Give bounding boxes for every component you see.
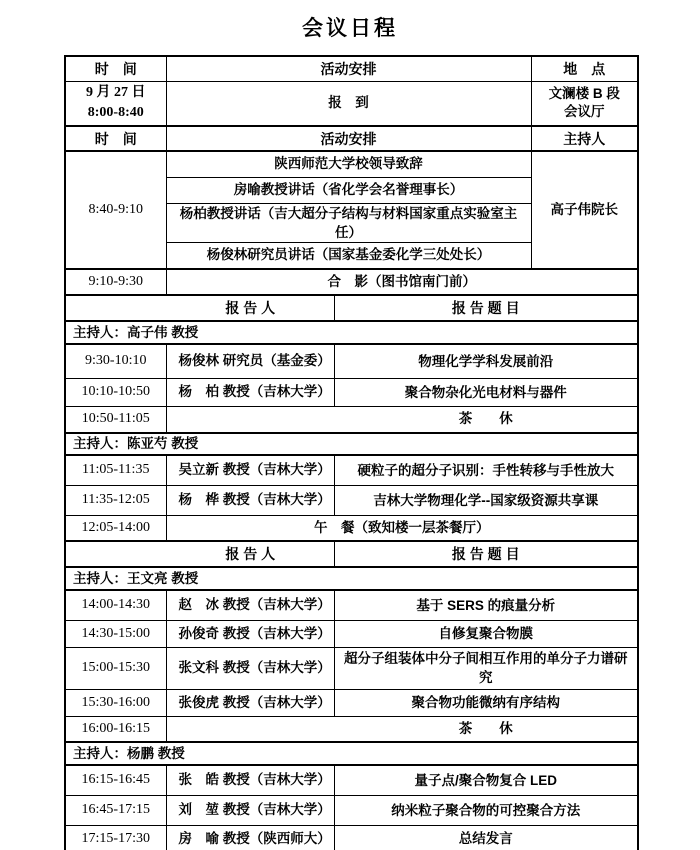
title-header-cell: 报 告 题 目	[334, 295, 638, 321]
speaker-header-cell: 报 告 人	[65, 541, 334, 567]
talk-title-cell: 量子点/聚合物复合 LED	[334, 765, 638, 795]
checkin-time-cell	[65, 81, 166, 126]
talk-row	[65, 620, 638, 647]
time-header-cell: 时 间	[65, 56, 166, 81]
talk-speaker-cell: 吴立新 教授（吉林大学）	[166, 455, 334, 485]
lunch-row	[65, 515, 638, 541]
talk-row	[65, 689, 638, 716]
tea-break-row	[65, 716, 638, 742]
talk-row	[65, 590, 638, 620]
talk-title-cell: 硬粒子的超分子识别：手性转移与手性放大	[334, 455, 638, 485]
opening-speech-cell: 房喻教授讲话（省化学会名誉理事长）	[166, 177, 531, 203]
talk-time-cell: 16:15-16:45	[65, 765, 166, 795]
talk-title-cell: 超分子组装体中分子间相互作用的单分子力谱研究	[334, 647, 638, 689]
break-label-cell: 午 餐（致知楼一层茶餐厅）	[166, 515, 638, 541]
talk-time-cell: 14:00-14:30	[65, 590, 166, 620]
activity-header-cell: 活动安排	[166, 126, 531, 151]
talk-speaker-cell: 张文科 教授（吉林大学）	[166, 647, 334, 689]
talk-row	[65, 825, 638, 850]
moderator-header-cell: 主持人	[531, 126, 638, 151]
talk-title-cell: 物理化学学科发展前沿	[334, 344, 638, 378]
photo-time-cell: 9:10-9:30	[65, 269, 166, 295]
talk-title-cell: 吉林大学物理化学--国家级资源共享课	[334, 485, 638, 515]
location-header-cell: 地 点	[531, 56, 638, 81]
photo-row	[65, 269, 638, 295]
talk-time-cell: 10:10-10:50	[65, 378, 166, 406]
talk-row	[65, 795, 638, 825]
opening-speech-cell: 杨俊林研究员讲话（国家基金委化学三处处长）	[166, 242, 531, 269]
moderator-row-cell: 主持人：高子伟 教授	[65, 321, 638, 344]
break-time-cell: 10:50-11:05	[65, 406, 166, 433]
talk-speaker-cell: 杨 柏 教授（吉林大学）	[166, 378, 334, 406]
opening-time-cell: 8:40-9:10	[65, 151, 166, 269]
talk-speaker-cell: 房 喻 教授（陕西师大）	[166, 825, 334, 850]
break-time-cell: 12:05-14:00	[65, 515, 166, 541]
talk-speaker-cell: 刘 堃 教授（吉林大学）	[166, 795, 334, 825]
talk-row	[65, 378, 638, 406]
moderator-row-cell: 主持人：陈亚芍 教授	[65, 433, 638, 455]
talk-time-cell: 15:00-15:30	[65, 647, 166, 689]
talk-title-cell: 基于 SERS 的痕量分析	[334, 590, 638, 620]
talk-speaker-cell: 孙俊奇 教授（吉林大学）	[166, 620, 334, 647]
moderator-row	[65, 433, 638, 455]
moderator-row	[65, 742, 638, 765]
talk-title-cell: 聚合物功能微纳有序结构	[334, 689, 638, 716]
break-time-cell: 16:00-16:15	[65, 716, 166, 742]
tea-break-row	[65, 406, 638, 433]
header-row-2	[65, 126, 638, 151]
talk-row	[65, 344, 638, 378]
time-header-cell: 时 间	[65, 126, 166, 151]
talk-time-cell: 14:30-15:00	[65, 620, 166, 647]
checkin-row	[65, 81, 638, 126]
moderator-row-cell: 主持人：王文亮 教授	[65, 567, 638, 590]
checkin-activity-cell: 报 到	[166, 81, 531, 126]
talk-speaker-cell: 赵 冰 教授（吉林大学）	[166, 590, 334, 620]
talk-speaker-cell: 张 皓 教授（吉林大学）	[166, 765, 334, 795]
talk-title-cell: 自修复聚合物膜	[334, 620, 638, 647]
title-header-cell: 报 告 题 目	[334, 541, 638, 567]
talk-title-cell: 聚合物杂化光电材料与器件	[334, 378, 638, 406]
moderator-row	[65, 567, 638, 590]
talk-speaker-cell: 杨 桦 教授（吉林大学）	[166, 485, 334, 515]
talk-row	[65, 485, 638, 515]
opening-speech-cell: 杨柏教授讲话（吉大超分子结构与材料国家重点实验室主任）	[166, 203, 531, 242]
schedule-table	[64, 55, 639, 850]
report-header-row	[65, 295, 638, 321]
opening-speech-cell: 陕西师范大学校领导致辞	[166, 151, 531, 177]
talk-speaker-cell: 杨俊林 研究员（基金委）	[166, 344, 334, 378]
break-label-cell: 茶 休	[166, 406, 638, 433]
photo-activity-cell: 合 影（图书馆南门前）	[166, 269, 638, 295]
checkin-location-line1: 文澜楼 B 段	[548, 86, 620, 102]
checkin-time: 8:00-8:40	[87, 105, 144, 121]
moderator-row-cell: 主持人：杨鹏 教授	[65, 742, 638, 765]
opening-row	[65, 151, 638, 177]
talk-row	[65, 647, 638, 689]
speaker-header-cell: 报 告 人	[65, 295, 334, 321]
page-title: 会议日程	[302, 17, 398, 40]
checkin-location-line2: 会议厅	[564, 104, 605, 120]
talk-row	[65, 455, 638, 485]
moderator-row	[65, 321, 638, 344]
talk-time-cell: 16:45-17:15	[65, 795, 166, 825]
talk-time-cell: 11:05-11:35	[65, 455, 166, 485]
talk-row	[65, 765, 638, 795]
opening-moderator-cell: 高子伟院长	[531, 151, 638, 269]
report-header-row	[65, 541, 638, 567]
talk-time-cell: 11:35-12:05	[65, 485, 166, 515]
break-label-cell: 茶 休	[166, 716, 638, 742]
checkin-date: 9 月 27 日	[86, 85, 146, 101]
talk-title-cell: 纳米粒子聚合物的可控聚合方法	[334, 795, 638, 825]
header-row-1	[65, 56, 638, 81]
talk-speaker-cell: 张俊虎 教授（吉林大学）	[166, 689, 334, 716]
talk-time-cell: 15:30-16:00	[65, 689, 166, 716]
activity-header-cell: 活动安排	[166, 56, 531, 81]
talk-time-cell: 9:30-10:10	[65, 344, 166, 378]
talk-title-cell: 总结发言	[334, 825, 638, 850]
checkin-location-cell	[531, 81, 638, 126]
talk-time-cell: 17:15-17:30	[65, 825, 166, 850]
